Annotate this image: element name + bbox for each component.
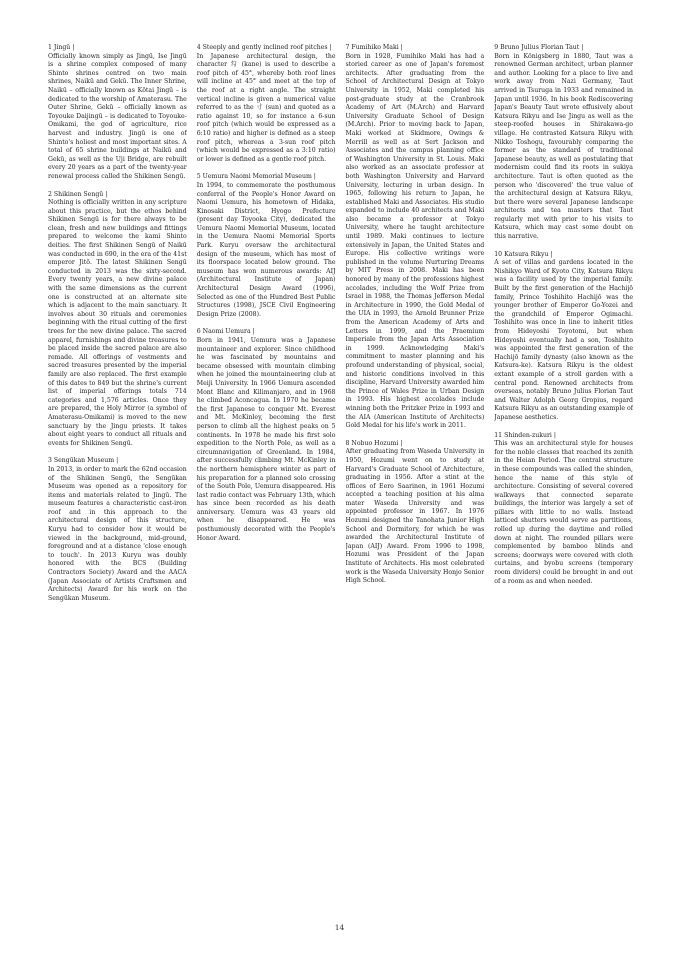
glossary-entry [197, 173, 336, 319]
entry-title: 5 Uemura Naomi Memorial Museum | [196, 173, 316, 181]
glossary-entry [48, 457, 187, 603]
glossary-entry [197, 44, 336, 164]
glossary-entry [197, 328, 336, 543]
entry-body: Born in 1928, Fumihiko Maki has had a storied career as one of Japan's foremost architects. After graduating from the School of Architectural Design at Tokyo University in 1952, Maki completed his post-graduate study at the Cranbrook Academy of Art (M.Arch) and Harvard University Graduate School of Design (M.Arch). Prior to moving back to Japan, Maki worked at Skidmore, Owings & Merrill as well as at Sert Jackson and Associates and the campus planning office of Washington University in St. Louis. Maki also worked as an associate professor at both Washington University and Harvard University, lecturing in urban design. In 1965, following his return to Japan, he established Maki and Associates. His studio expanded to include 40 architects and Maki also became a professor at Tokyo University, where he taught architecture until 1989. Maki continues to lecture extensively in Japan, the United States and Europe. His collective writings were published in the volume Nurturing Dreams by MIT Press in 2008. Maki has been honored by many of the professions highest accolades, including the Wolf Prize from Israel in 1988, the Thomas Jefferson Medal in Architecture in 1990, the Gold Medal of the UIA in 1993, the Arnold Brunner Prize from the American Academy of Arts and Letters in 1999, and the Praemium Imperiale from the Japan Arts Association in 1999. Acknowledging Maki's commitment to master planning and his profound understanding of physical, social, and historic conditions involved in this discipline, Harvard University awarded him the Prince of Wales Prize in Urban Design in 1993. His highest accolades include winning both the Pritzker Prize in 1993 and the AIA (American Institute of Architects) Gold Medal for his life's work in 2011. [345, 52, 485, 430]
glossary-entry [346, 440, 485, 586]
glossary-entry [494, 251, 633, 423]
page-number: 14 [334, 923, 345, 932]
glossary-entry [494, 44, 633, 242]
entry-title: 4 Steeply and gently inclined roof pitches | [196, 44, 332, 51]
entry-title: 10 Katsura Rikyu | [494, 250, 553, 258]
entry-body: In 2013, in order to mark the 62nd occasion of the Shikinen Sengū, the Sengūkan Museum was opened as a repository for items and materials related to Jingū. The museum features a characteristic cast-iron roof and in this approach to the architectural design of this structure, Kuryu had to consider how it would be viewed in the background, mid-ground, foreground and at a distance 'close enough to touch'. In 2013 Kuryu was doubly honored with the BCS (Building Contractors Society) Award and the AACA (Japan Associate of Artists Craftsmen and Architects) Award for his work on the Sengūkan Museum. [48, 465, 187, 602]
entry-body: Born in Königsberg in 1880, Taut was a renowned German architect, urban planner and author. Looking for a place to live and work away from Nazi Germany, Taut arrived in Tsuruga in 1933 and remained in Japan until 1936. In his book Rediscovering Japan's Beauty Taut wrote effusively about Katsura Rikyu and Ise Jingu as well as the steep-roofed houses in Shirakawa-go village. He contrasted Katsura Rikyu with Nikko Toshogu, favourably comparing the former as the standard of traditional Japanese beauty, as well as postulating that modernism could find its roots in sukiya architecture. Taut is often quoted as the person who 'discovered' the true value of the architectural design at Katsura Rikyu, but there were several Japanese landscape architects and tea masters that Taut regularly met with prior to his visits to Katsura, which may cast some doubt on this narrative. [494, 52, 633, 241]
entry-body: This was an architectural style for houses for the noble classes that reached its zenith in the Heian Period. The central structure in these compounds was called the shinden, hence the name of this style of architecture. Consisting of several covered walkways that connected separate buildings, the interior was largely a set of pillars with little to no walls. Instead latticed shutters would serve as partitions, rolled up during the daytime and rolled down at night. The rounded pillars were complemented by bamboo blinds and screens; doorways were covered with cloth curtains, and byobu screens (temporary room dividers) could be brought in and out of a room as and when needed. [494, 440, 633, 585]
entry-body: Born in 1941, Uemura was a Japanese mountaineer and explorer. Since childhood he was fascinated by mountains and became obsessed with mountain climbing when he joined the mountaineering club at Meiji University. In 1966 Uemura ascended Mont Blanc and Kilimanjaro, and in 1968 he climbed Aconcagua. In 1970 he became the first Japanese to conquer Mt. Everest and Mt. McKinley, becoming the first person to climb all the highest peaks on 5 continents. In 1978 he made his first solo expedition to the North Pole, as well as a circumnavigation of Greenland. In 1984, after successfully climbing Mt. McKinley in the northern hemisphere winter as part of his preparation for a planned solo crossing of the South Pole, Uemura disappeared. His last radio contact was February 13th, which has since been recorded as his death anniversary. Uemura was 43 years old when he disappeared. He was posthumously decorated with the People's Honor Award. [196, 337, 336, 542]
entry-title: 7 Fumihiko Maki | [345, 44, 403, 51]
column-3 [346, 44, 485, 894]
entry-title: 6 Naomi Uemura | [196, 328, 255, 336]
column-1 [48, 44, 187, 894]
entry-body: A set of villas and gardens located in the Nishikyo Ward of Kyoto City, Katsura Rikyu was a facility used by the imperial family. Built by the first generation of the Hachijō family, Prince Toshihito Hachijō was the younger brother of Emperor Go-Yozei and the grandchild of Emperor Ogimachi. Toshihito was once in line to inherit titles from Hideyoshi Toyotomi, but when Hideyoshi eventually had a son, Toshihito was appointed the first generation of the Hachijō family dynasty (also known as the Katsura-ke). Katsura Rikyu is the oldest extant example of a stroll garden with a central pond. Renowned architects from overseas, notably Bruno Julius Florian Taut and Walter Adolph Georg Gropius, regard Katsura Rikyu as an outstanding example of Japanese aesthetics. [494, 259, 633, 421]
glossary-entry [494, 432, 633, 587]
column-4 [494, 44, 633, 894]
entry-title: 9 Bruno Julius Florian Taut | [494, 44, 584, 51]
entry-title: 8 Nobuo Hozumi | [345, 439, 403, 447]
column-2 [197, 44, 336, 894]
entry-body: Officially known simply as Jingū, Ise Jingū is a shrine complex composed of many Shinto shrines centred on two main shrines, Naikū and Gekū. The Inner Shrine, Naikū – officially known as Kōtai Jingū – is dedicated to the worship of Amaterasu. The Outer Shrine, Gekū – officially known as Toyouke Daijingū – is dedicated to Toyouke-Omikami, the god of agriculture, rice harvest and industry. Jingū is one of Shinto's holiest and most important sites. A total of 65 shrine buildings at Naikū and Gekū, as well as the Uji Bridge, are rebuilt every 20 years as a part of the twenty-year renewal process called the Shikinen Sengū. [48, 52, 187, 180]
glossary-entry [346, 44, 485, 431]
entry-body: In Japanese architectural design, the character 勾 (kane) is used to describe a roof pitch of 45°, whereby both roof lines will incline at 45° and meet at the top of the roof at a right angle. The straight vertical incline is given a numerical value referred to as the 寸 (sun) and quoted as a ratio against 10, so for instance a 6-sun roof pitch (which would be expressed as a 6:10 ratio) and higher is defined as a steep roof pitch, whereas a 3-sun roof pitch (which would be expressed as a 3:10 ratio) or lower is defined as a gentle roof pitch. [196, 52, 336, 163]
entry-title: 1 Jingū | [48, 44, 75, 51]
entry-title: 3 Sengūkan Museum | [48, 457, 119, 465]
entry-title: 2 Shikinen Sengū | [48, 190, 108, 198]
entry-body: In 1994, to commemorate the posthumous conferral of the People's Honor Award on Naomi Uemura, his hometown of Hidaka, Kinosaki District, Hyogo Prefecture (present day Toyooka City), dedicated the Uemura Naomi Memorial Museum, located in the Uemura Naomi Memorial Sports Park. Kuryu oversaw the architectural design of the museum, which has most of its floorspace located below ground. The museum has won numerous awards: AIJ (Architectural Institute of Japan) Architectural Design Award (1996), Selected as one of the Hundred Best Public Structures (1998), JSCE Civil Engineering Design Prize (2008). [196, 181, 336, 318]
entry-body: Nothing is officially written in any scripture about this practice, but the ethos behind Shikinen Sengū is for there always to be clean, fresh and new buildings and fittings prepared to welcome the kami Shinto deities. The first Shikinen Sengū of Naikū was conducted in 690, in the era of the 41st emperor Jitō. The latest Shikinen Sengū conducted in 2013 was the sixty-second. Every twenty years, a new divine palace with the same dimensions as the current one is constructed at an alternate site which is adjacent to the main sanctuary. It involves about 30 rituals and ceremonies beginning with the ritual cutting of the first trees for the new divine palace. The sacred apparel, furnishings and divine treasures to be placed inside the sacred palace are also remade. All offerings of vestments and sacred treasures presented by the imperial family are also replaced. The first example of this dates to 849 but the shrine's current list of imperial offerings totals 714 categories and 1,576 articles. Once they are prepared, the Holy Mirror (a symbol of Amaterasu-Omikami) is moved to the new sanctuary by the Jingu priests. It takes about eight years to conduct all rituals and events for Shikinen Sengū. [48, 199, 187, 447]
glossary-entry [48, 44, 187, 182]
glossary-entry [48, 191, 187, 449]
entry-body: After graduating from Waseda University in 1950, Hozumi went on to study at Harvard's Graduate School of Architecture, graduating in 1956. After a stint at the offices of Eero Saarinen, in 1961 Hozumi accepted a teaching position at his alma mater Waseda University and was appointed professor in 1967. In 1976 Hozumi designed the Tanohata Junior High School and Dormitory, for which he was awarded the Architectural Institute of Japan (AIJ) Award. From 1996 to 1998, Hozumi was President of the Japan Institute of Architects. His most celebrated work is the Waseda University Honjo Senior High School. [345, 448, 485, 585]
text-columns [48, 44, 633, 894]
entry-title: 11 Shinden-zukuri | [494, 431, 556, 439]
